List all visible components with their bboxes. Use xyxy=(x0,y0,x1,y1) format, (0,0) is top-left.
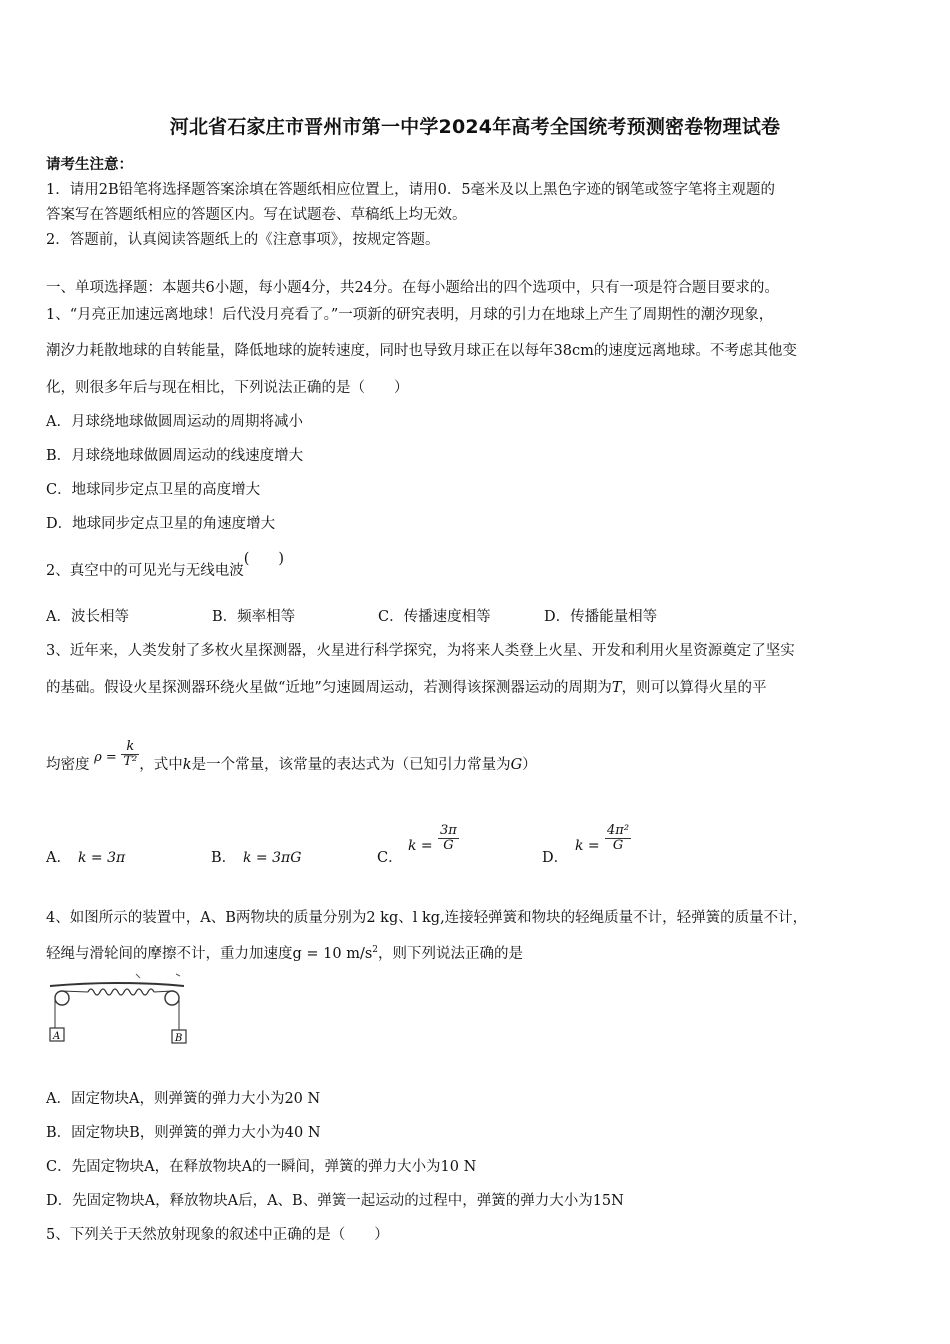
q1-option-d: D．地球同步定点卫星的角速度增大 xyxy=(46,516,276,532)
figure-mark-left xyxy=(136,974,140,978)
q3-line3-text-a: 均密度 xyxy=(46,756,90,773)
q2-stem-text: 2、真空中的可见光与无线电波 xyxy=(46,563,244,579)
q1-option-b: B．月球绕地球做圆周运动的线速度增大 xyxy=(46,448,304,464)
support-beam xyxy=(50,983,184,986)
q4-option-b: B．固定物块B，则弹簧的弹力大小为40 N xyxy=(46,1125,321,1141)
pulley-spring-figure xyxy=(48,972,188,1048)
notice-line-3: 2．答题前，认真阅读答题纸上的《注意事项》，按规定答题。 xyxy=(46,232,440,248)
q4-line2-superscript: 2 xyxy=(372,945,379,956)
q3-stem-line-1: 3、近年来，人类发射了多枚火星探测器，火星进行科学探究，为将来人类登上火星、开发和利用火星资源奠定了坚实 xyxy=(46,643,795,659)
q4-stem-line-2 xyxy=(46,942,523,963)
q3-line2-text-a: 的基础。假设火星探测器环绕火星做“近地”匀速圆周运动，若测得该探测器运动的周期为 xyxy=(46,680,612,696)
page-title: 河北省石家庄市晋州市第一中学2024年高考全国统考预测密卷物理试卷 xyxy=(169,116,781,138)
q2-option-a: A．波长相等 xyxy=(46,609,129,625)
q3-option-c-label: C． xyxy=(377,850,403,866)
q3-option-d-fraction xyxy=(605,824,631,854)
q4-line2-text-a: 轻绳与滑轮间的摩擦不计，重力加速度g = 10 m/s xyxy=(46,946,373,962)
q3-line3-text-b: ，式中 xyxy=(139,756,183,773)
left-pulley xyxy=(55,991,69,1005)
notice-line-2: 答案写在答题纸相应的答题区内。写在试题卷、草稿纸上均无效。 xyxy=(46,207,467,223)
q3-option-d-lhs: k = xyxy=(575,838,600,854)
figure-mark-right xyxy=(176,974,180,976)
q3-line3-text-d: ） xyxy=(522,756,537,773)
q3-stem-line-3 xyxy=(46,739,537,780)
q3-density-fraction xyxy=(121,740,139,770)
q3-density-lhs: ρ = xyxy=(94,749,117,765)
q4-option-c: C．先固定物块A，在释放物块A的一瞬间，弹簧的弹力大小为10 N xyxy=(46,1159,477,1175)
q2-paren: ( ) xyxy=(243,551,285,567)
notice-line-1: 1．请用2B铅笔将选择题答案涂填在答题纸相应位置上，请用0．5毫米及以上黑色字迹的钢笔或签字笔将主观题的 xyxy=(46,182,776,198)
q3-density-denominator: T² xyxy=(123,754,138,770)
q2-option-d: D．传播能量相等 xyxy=(544,609,658,625)
right-pulley xyxy=(165,991,179,1005)
q4-option-d: D．先固定物块A，释放物块A后，A、B、弹簧一起运动的过程中，弹簧的弹力大小为15N xyxy=(46,1193,624,1209)
q1-stem-line-2: 潮汐力耗散地球的自转能量，降低地球的旋转速度，同时也导致月球正在以每年38cm的速度远离地球。不考虑其他变 xyxy=(46,343,797,359)
q3-line3-text-c: 是一个常量，该常量的表达式为（已知引力常量为 xyxy=(191,756,511,773)
q4-stem-line-1: 4、如图所示的装置中，A、B两物块的质量分别为2 kg、l kg,连接轻弹簧和物块的轻绳质量不计，轻弹簧的质量不计， xyxy=(46,910,808,926)
q2-option-c: C．传播速度相等 xyxy=(378,609,491,625)
q3-stem-line-2 xyxy=(46,676,767,697)
q4-option-a: A．固定物块A，则弹簧的弹力大小为20 N xyxy=(46,1091,321,1107)
q5-stem: 5、下列关于天然放射现象的叙述中正确的是（ ） xyxy=(46,1227,389,1243)
block-a-label: A xyxy=(53,1031,61,1042)
q1-stem-line-1: 1、“月亮正加速远离地球！后代没月亮看了。”一项新的研究表明，月球的引力在地球上产生了周期性的潮汐现象， xyxy=(46,307,774,323)
q2-stem xyxy=(46,551,285,580)
q3-option-b-label: B． xyxy=(211,850,237,866)
q3-option-a-label: A． xyxy=(46,850,71,866)
q3-constant-symbol: k xyxy=(182,756,192,773)
notice-heading: 请考生注意： xyxy=(46,156,133,173)
q1-option-a: A．月球绕地球做圆周运动的周期将减小 xyxy=(46,414,303,430)
q2-option-b: B．频率相等 xyxy=(212,609,296,625)
q3-option-d-denominator: G xyxy=(612,838,624,854)
block-b-label: B xyxy=(175,1033,183,1044)
spring xyxy=(88,989,154,995)
q3-line2-text-b: ，则可以算得火星的平 xyxy=(621,680,767,696)
q2-options xyxy=(46,605,657,626)
q3-option-c-denominator: G xyxy=(443,838,454,854)
q3-option-a-expr: k = 3π xyxy=(78,850,126,866)
q1-stem-line-3: 化，则很多年后与现在相比，下列说法正确的是（ ） xyxy=(46,380,409,396)
q3-option-d-label: D． xyxy=(542,850,569,866)
q4-line2-text-b: ，则下列说法正确的是 xyxy=(378,946,524,962)
q3-option-c-numerator: 3π xyxy=(440,823,457,838)
q1-option-c: C．地球同步定点卫星的高度增大 xyxy=(46,482,261,498)
q3-option-d-numerator: 4π² xyxy=(607,823,630,838)
q3-option-c-lhs: k = xyxy=(408,838,433,854)
q3-option-b-expr: k = 3πG xyxy=(243,850,302,866)
q3-period-symbol: T xyxy=(611,680,622,696)
q3-gravity-symbol: G xyxy=(510,756,523,773)
q3-density-numerator: k xyxy=(121,740,139,755)
q3-option-c-fraction xyxy=(438,824,459,854)
section-heading: 一、单项选择题：本题共6小题，每小题4分，共24分。在每小题给出的四个选项中，只有一项是符合题目要求的。 xyxy=(46,280,779,296)
